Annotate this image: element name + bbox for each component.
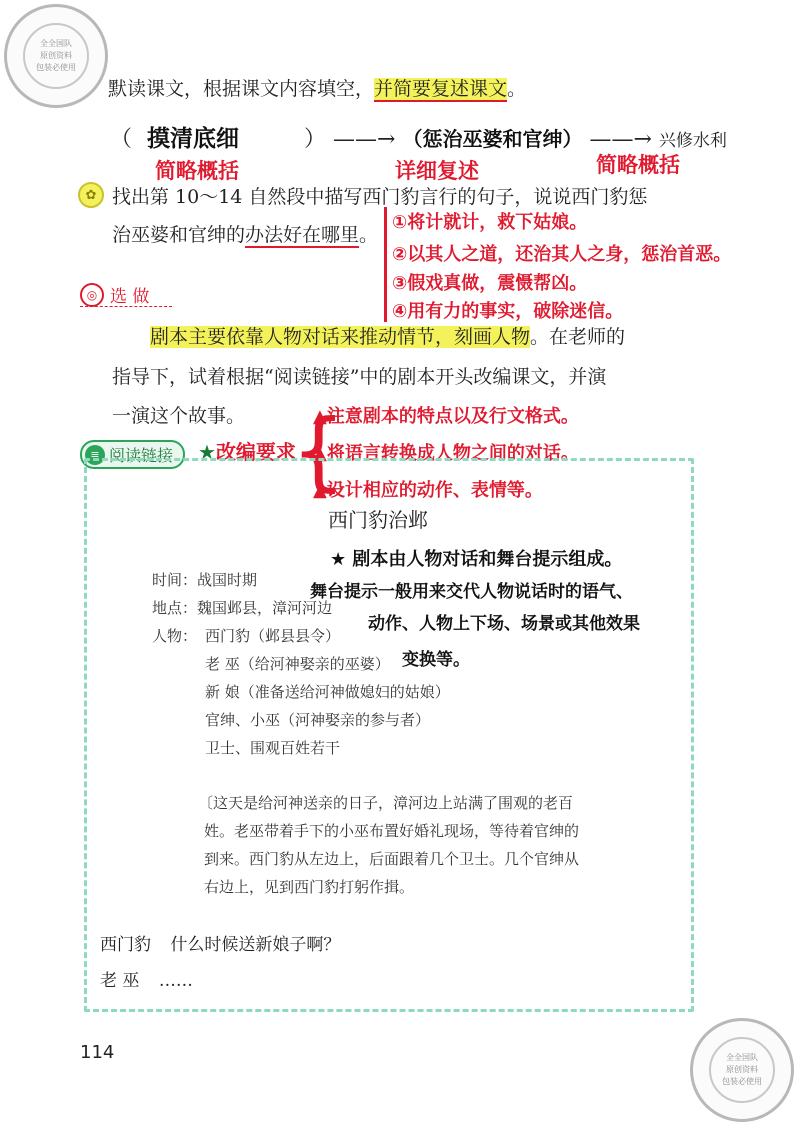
flow-note-3: 简略概括 [596, 153, 680, 177]
adapt-brace: { [291, 401, 346, 501]
flow-arrow-1: ——→ [333, 127, 396, 152]
task2-line2: 治巫婆和官绅的办法好在哪里。 [112, 224, 379, 246]
book-icon: ≡ [85, 445, 105, 465]
task1-text: 默读课文，根据课文内容填空，并简要复述课文。 [108, 78, 527, 100]
stage-direction-4: 右边上，见到西门豹打躬作揖。 [204, 878, 415, 896]
flow-arrow-2: ——→ [589, 127, 652, 152]
optional-underline [80, 306, 172, 307]
dialog-line-2: 老 巫 …… [100, 971, 193, 991]
adapt-item-2: ▲将语言转换成人物之间的对话。 [313, 443, 579, 464]
task3-line2: 指导下，试着根据“阅读链接”中的剧本开头改编课文，并演 [112, 366, 607, 388]
script-time: 时间：战国时期 [152, 571, 258, 589]
script-people-label: 人物： [152, 627, 198, 645]
task3-line3: 一演这个故事。 [112, 405, 246, 427]
script-person-3: 新 娘（准备送给河神做媳妇的姑娘） [205, 683, 450, 701]
stage-direction-2: 姓。老巫带着手下的小巫布置好婚礼现场，等待着官绅的 [204, 822, 580, 840]
watermark-stamp-top: 全全国队 原创资料 包装必使用 [4, 4, 108, 108]
script-note-1: ★ 剧本由人物对话和舞台提示组成。 [330, 549, 623, 570]
answer-1: ①将计就计，救下姑娘。 [392, 212, 588, 233]
flow-note-2: 详细复述 [395, 159, 479, 183]
task-bullet-icon: ✿ [78, 182, 104, 208]
adapt-item-3: ▲设计相应的动作、表情等。 [313, 480, 543, 501]
answer-2: ②以其人之道，还治其人之身，惩治首恶。 [392, 244, 732, 265]
script-note-3: 动作、人物上下场、场景或其他效果 [368, 614, 640, 634]
flow-blank-2: （惩治巫婆和官绅） [402, 127, 583, 151]
answer-4: ④用有力的事实，破除迷信。 [392, 301, 624, 322]
stage-direction-1: 〔这天是给河神送亲的日子，漳河边上站满了围观的老百 [198, 794, 574, 812]
answer-brace [384, 207, 391, 322]
answer-3: ③假戏真做，震慑帮凶。 [392, 273, 588, 294]
script-note-4: 变换等。 [402, 650, 470, 670]
flow-note-1: 简略概括 [155, 159, 239, 183]
script-frame [84, 458, 694, 1012]
task3-line1: 剧本主要依靠人物对话来推动情节，刻画人物。在老师的 [150, 326, 626, 348]
task2-line1: 找出第 10～14 自然段中描写西门豹言行的句子，说说西门豹惩 [112, 186, 648, 208]
script-title: 西门豹治邺 [328, 508, 428, 532]
adapt-title: ★改编要求 [198, 440, 296, 464]
script-person-2: 老 巫（给河神娶亲的巫婆） [205, 655, 390, 673]
optional-section-label: ◎ 选 做 [80, 282, 149, 307]
script-person-4: 官绅、小巫（河神娶亲的参与者） [205, 711, 431, 729]
page-number: 114 [80, 1042, 115, 1063]
optional-icon: ◎ [80, 283, 104, 307]
watermark-stamp-bottom: 全全国队 原创资料 包装必使用 [690, 1018, 794, 1122]
reading-link-badge: ≡ 阅读链接 [80, 440, 185, 469]
script-place: 地点：魏国邺县，漳河河边 [152, 599, 333, 617]
adapt-item-1: ▲注意剧本的特点以及行文格式。 [313, 406, 579, 427]
dialog-line-1: 西门豹 什么时候送新娘子啊？ [100, 935, 341, 955]
star-icon: ★ [198, 440, 216, 464]
flow-blank-1: 摸清底细 [147, 126, 240, 152]
script-person-1: 西门豹（邺县县令） [205, 627, 341, 645]
flow-end: 兴修水利 [658, 131, 727, 151]
script-person-5: 卫士、围观百姓若干 [205, 739, 341, 757]
stage-direction-3: 到来。西门豹从左边上，后面跟着几个卫士。几个官绅从 [204, 850, 580, 868]
flow-row: （ 摸清底细 ） ——→ （惩治巫婆和官绅） ——→ 兴修水利 [110, 126, 727, 152]
script-note-2: 舞台提示一般用来交代人物说话时的语气、 [310, 582, 633, 602]
